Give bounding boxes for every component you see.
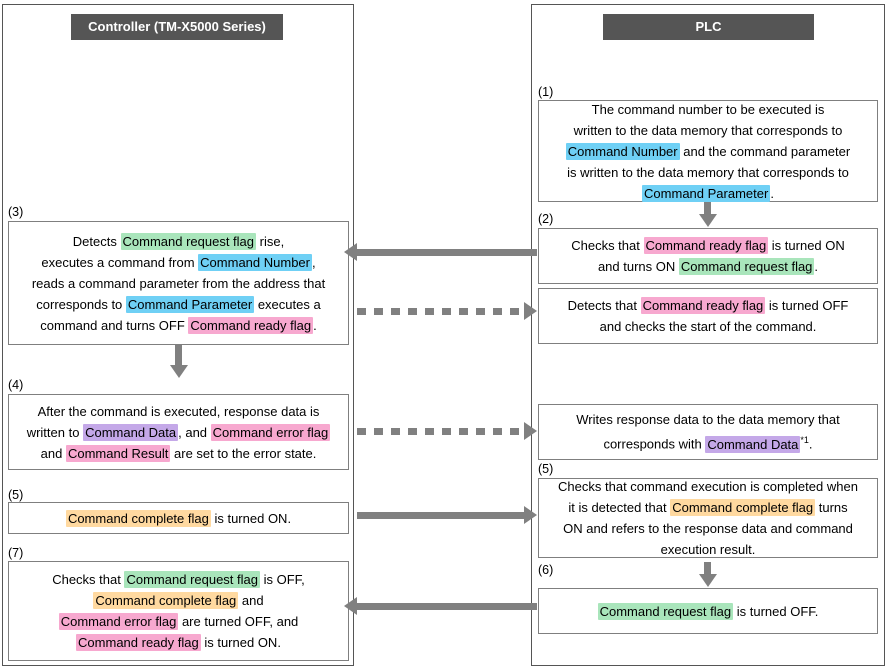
plc-step-5-box: [538, 478, 878, 558]
ctrl7-text-2: is OFF,: [263, 572, 305, 587]
term-command-data: Command Data: [707, 436, 799, 452]
term-command-parameter: Command Parameter: [644, 185, 769, 201]
ctrl3-text-1: Detects: [72, 233, 117, 249]
footnote-marker-1: *1: [800, 435, 809, 446]
plc-step-1-box: [538, 100, 878, 202]
arrow-ctrl5-to-plc5-head: [524, 506, 537, 524]
ctrl7-text-4: are turned OFF, and: [181, 614, 299, 629]
step-label-ctrl-3: (3): [8, 205, 24, 219]
term-command-request-flag-2: Command request flag: [122, 233, 255, 249]
plcdetect-text-1: Detects that: [567, 298, 637, 313]
term-command-number: Command Number: [567, 143, 678, 159]
ctrl7-text-5: is turned ON.: [204, 635, 281, 650]
ctrl5-text-1: is turned ON.: [214, 510, 292, 526]
plc2-text-3: and turns ON: [597, 259, 676, 274]
plcdetect-text-3: and checks the start of the command.: [599, 319, 817, 334]
term-command-complete-flag: Command complete flag: [672, 500, 814, 515]
plcwrite-text-4: .: [808, 436, 813, 452]
plc5-text-4: ON and refers to the response data and command: [563, 521, 853, 536]
term-command-result: Command Result: [67, 445, 169, 461]
plc1-text-5: .: [770, 185, 774, 201]
arrow-plc6-to-ctrl7-head: [344, 597, 357, 615]
step-label-plc-6: (6): [538, 563, 554, 577]
arrow-plc-5-to-6-head: [699, 574, 717, 587]
term-command-ready-flag-4: Command ready flag: [78, 635, 199, 650]
term-command-ready-flag-3: Command ready flag: [190, 317, 312, 333]
ctrl7-text-1: Checks that: [52, 572, 121, 587]
step-label-ctrl-5: (5): [8, 488, 24, 502]
ctrl3-text-7: executes a: [257, 296, 321, 312]
controller-step-3-box: [8, 221, 349, 345]
ctrl3-text-4: ,: [312, 254, 316, 270]
plc1-text-1: The command number to be executed is: [591, 101, 825, 117]
ctrl4-text-2: written to: [26, 424, 80, 440]
plc-column-title: PLC: [603, 14, 814, 40]
term-command-parameter-2: Command Parameter: [127, 296, 253, 312]
plc5-text-1: Checks that command execution is completed when: [558, 479, 858, 494]
step-label-ctrl-7: (7): [8, 546, 24, 560]
term-command-request-flag-3: Command request flag: [599, 603, 732, 619]
plc1-text-2: written to the data memory that corresponds to: [573, 122, 843, 138]
ctrl4-text-4: and: [40, 445, 63, 461]
arrow-ctrl4-to-plcwrite-shaft: [357, 428, 525, 435]
arrow-plc-1-to-2-head: [699, 214, 717, 227]
controller-step-4-box: [8, 394, 349, 470]
arrow-ctrl4-to-plcwrite-head: [524, 422, 537, 440]
ctrl3-text-6: corresponds to: [36, 296, 123, 312]
plcwrite-text-2: corresponds with: [603, 436, 702, 452]
term-command-complete-flag-3: Command complete flag: [95, 593, 237, 608]
term-command-request-flag: Command request flag: [680, 259, 813, 274]
term-command-data-2: Command Data: [85, 424, 177, 440]
step-label-plc-2: (2): [538, 212, 554, 226]
ctrl3-text-5: reads a command parameter from the address that: [31, 275, 326, 291]
arrow-ctrl-3-to-4-shaft: [175, 345, 182, 367]
term-command-number-2: Command Number: [200, 254, 310, 270]
arrow-ctrl3-to-plcdetect-shaft: [357, 308, 525, 315]
term-command-complete-flag-2: Command complete flag: [67, 510, 209, 526]
plc2-text-2: is turned ON: [771, 238, 845, 253]
step-label-plc-1: (1): [538, 85, 554, 99]
plc5-text-5: execution result.: [660, 542, 756, 557]
ctrl3-text-8: command and turns OFF: [40, 317, 185, 333]
term-command-error-flag-2: Command error flag: [60, 614, 177, 629]
plcdetect-text-2: is turned OFF: [768, 298, 849, 313]
plc5-text-3: turns: [818, 500, 848, 515]
arrow-ctrl5-to-plc5-shaft: [357, 512, 525, 519]
arrow-ctrl3-to-plcdetect-head: [524, 302, 537, 320]
plc2-text-4: .: [814, 259, 819, 274]
plc1-text-3: and the command parameter: [683, 143, 851, 159]
plc6-text-1: is turned OFF.: [736, 603, 819, 619]
ctrl3-text-2: rise,: [259, 233, 285, 249]
term-command-ready-flag-2: Command ready flag: [642, 298, 764, 313]
plc-write-response-box: [538, 404, 878, 460]
step-label-plc-5: (5): [538, 462, 554, 476]
step-label-ctrl-4: (4): [8, 378, 24, 392]
plc-detect-ready-off-box: [538, 288, 878, 344]
controller-step-5-box: [8, 502, 349, 534]
plc5-text-2: it is detected that: [568, 500, 667, 515]
term-command-request-flag-4: Command request flag: [126, 572, 258, 587]
arrow-plc2-to-ctrl3-head: [344, 243, 357, 261]
arrow-plc6-to-ctrl7-shaft: [357, 603, 537, 610]
term-command-error-flag: Command error flag: [212, 424, 329, 440]
term-command-ready-flag: Command ready flag: [645, 238, 767, 253]
ctrl3-text-9: .: [313, 317, 317, 333]
plc-step-2-box: [538, 228, 878, 284]
arrow-ctrl-3-to-4-head: [170, 365, 188, 378]
plc1-text-4: is written to the data memory that corresponds to: [567, 164, 849, 180]
arrow-plc2-to-ctrl3-shaft: [357, 249, 537, 256]
ctrl7-text-3: and: [241, 593, 264, 608]
ctrl3-text-3: executes a command from: [41, 254, 195, 270]
ctrl4-text-1: After the command is executed, response data is: [37, 403, 320, 419]
controller-step-7-box: [8, 561, 349, 661]
controller-column-title: Controller (TM-X5000 Series): [71, 14, 283, 40]
plc2-text-1: Checks that: [571, 238, 640, 253]
plcwrite-text-1: Writes response data to the data memory that: [576, 412, 840, 428]
ctrl4-text-5: are set to the error state.: [174, 445, 317, 461]
ctrl4-text-3: , and: [178, 424, 208, 440]
plc-step-6-box: [538, 588, 878, 634]
